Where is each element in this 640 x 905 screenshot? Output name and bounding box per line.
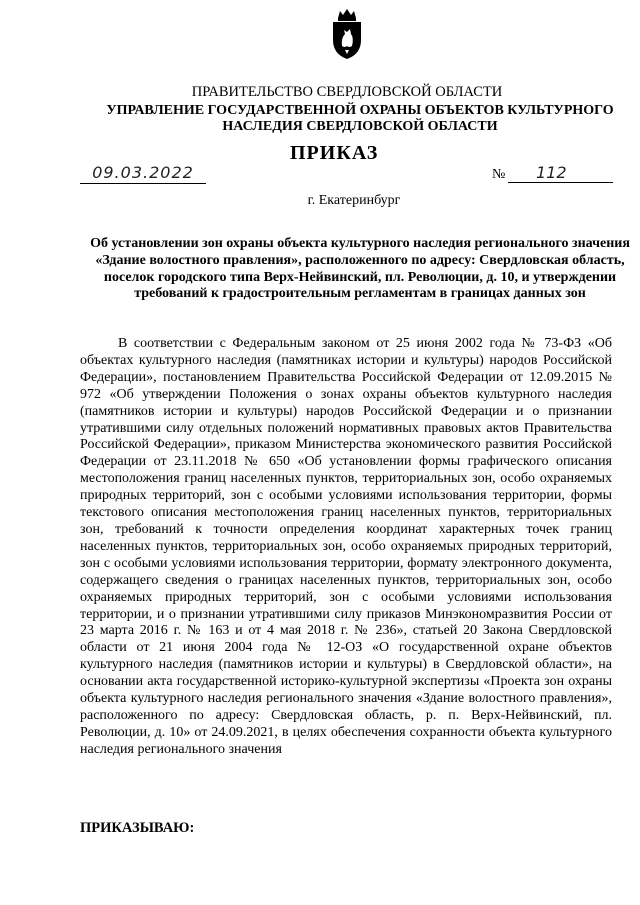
document-title: Об установлении зон охраны объекта культурного наследия регионального значения «Здание волостного правления», расположенного по адресу: Свердловская область, поселок городского типа Верх-Нейвинский, пл. Революции, д. 10, и утверждении требований к градостроительным регламентам в границах данных зон <box>90 236 630 302</box>
document-city: г. Екатеринбург <box>307 193 401 208</box>
document-date: 09.03.2022 <box>80 163 206 184</box>
number-label: № <box>492 167 506 182</box>
coat-of-arms-icon <box>329 8 365 60</box>
body-paragraph: В соответствии с Федеральным законом от 25 июня 2002 года № 73-ФЗ «Об объектах культурного наследия (памятниках истории и культуры) народов Российской Федерации», постановлением Правительства Российской Федерации от 12.09.2015 № 972 «Об утверждении Положения о зонах охраны объектов культурного наследия (памятников истории и культуры) народов Российской Федерации и о признании утратившими силу отдельных положений нормативных правовых актов Правительства Российской Федерации», приказом Министерства экономического развития Российской Федерации от 23.11.2018 № 650 «Об установлении формы графического описания местоположения границ населенных пунктов, территориальных зон, особо охраняемых природных территорий, зон с особыми условиями использования территории, формы текстового описания местоположения границ населенных пунктов, территориальных зон, требований к точности определения координат характерных точек границ населенных пунктов, территориальных зон, особо охраняемых природных территорий, зон с особыми условиями использования территории, формату электронного документа, содержащего сведения о границах населенных пунктов, территориальных зон, особо охраняемых природных территорий, зон с особыми условиями использования территории, и о признании утратившими силу приказов Минэкономразвития России от 23 марта 2016 г. № 163 и от 4 мая 2018 г. № 236», статьей 20 Закона Свердловской области от 21 июня 2004 года № 12-ОЗ «О государственной охране объектов культурного наследия (памятников истории и культуры) в Свердловской области», на основании акта государственной историко-культурной экспертизы «Проекта зон охраны объекта культурного наследия регионального значения «Здание волостного правления», расположенного по адресу: Свердловская область, р. п. Верх-Нейвинский, пл. Революции, д. 10» от 24.09.2021, в целях обеспечения сохранности объекта культурного наследия регионального значения <box>80 336 612 757</box>
order-word: ПРИКАЗЫВАЮ: <box>80 820 195 836</box>
document-type: ПРИКАЗ <box>290 142 379 164</box>
document-number: 112 <box>508 163 613 183</box>
government-name: ПРАВИТЕЛЬСТВО СВЕРДЛОВСКОЙ ОБЛАСТИ <box>191 84 503 100</box>
department-name: УПРАВЛЕНИЕ ГОСУДАРСТВЕННОЙ ОХРАНЫ ОБЪЕКТОВ КУЛЬТУРНОГО НАСЛЕДИЯ СВЕРДЛОВСКОЙ ОБЛАСТИ <box>106 103 614 134</box>
